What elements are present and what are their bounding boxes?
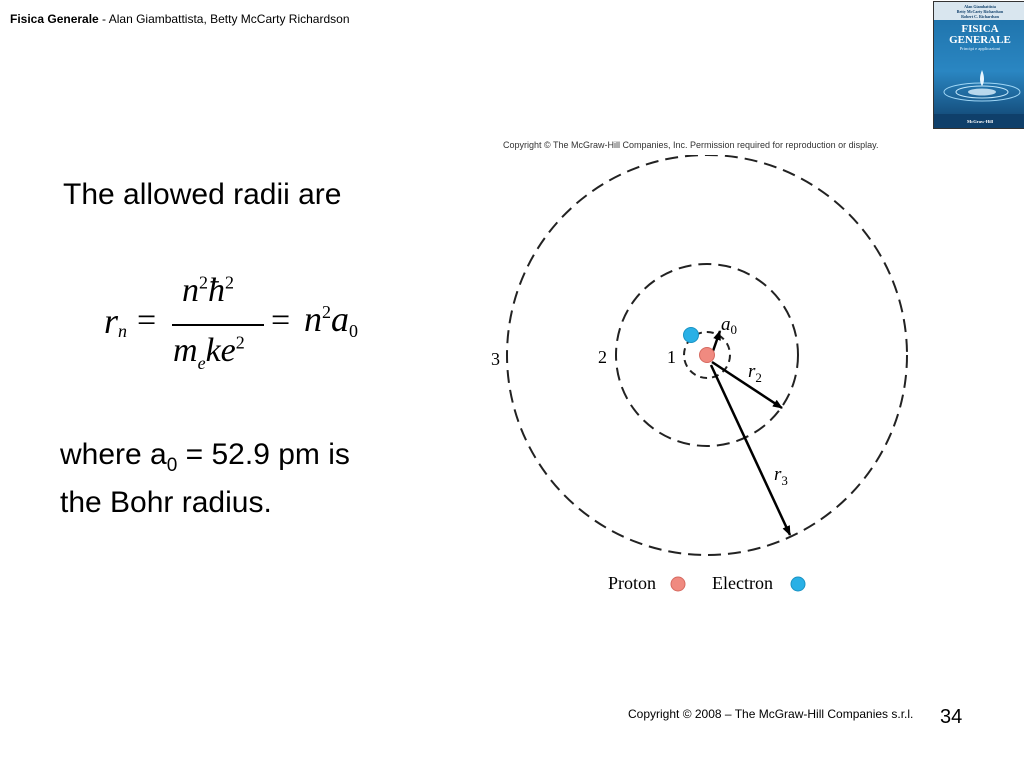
r2-arrow <box>712 362 782 408</box>
formula-lhs <box>104 300 127 342</box>
formula-equals-2: = <box>271 302 291 339</box>
label-r2: $r_2$ <box>748 361 762 385</box>
r3-arrow <box>711 365 790 535</box>
formula-num-exp2: 2 <box>225 272 234 293</box>
formula-r: r <box>104 301 119 341</box>
formula-rhs <box>304 298 358 340</box>
legend-proton-label: Proton <box>608 573 657 593</box>
legend-electron-dot <box>791 577 805 591</box>
formula-rhs-exp: 2 <box>322 302 331 322</box>
bohr-orbit-diagram <box>480 155 920 605</box>
note-line-2: the Bohr radius. <box>60 486 272 519</box>
formula-equals-1: = <box>137 302 157 339</box>
formula-den-m: m <box>173 332 198 369</box>
label-r3: $r_3$ <box>774 464 788 488</box>
figure-copyright: Copyright © The McGraw-Hill Companies, Inc. Permission required for reproduction or display. <box>503 140 879 150</box>
book-authors: Alan Giambattista, Betty McCarty Richardson <box>108 12 350 26</box>
formula-rhs-a: a <box>331 299 349 339</box>
formula-rhs-n: n <box>304 299 322 339</box>
formula-den-exp: 2 <box>235 332 245 353</box>
note-line-1 <box>60 436 350 484</box>
formula-rhs-sub: 0 <box>349 321 358 341</box>
book-cover <box>933 1 1024 129</box>
book-cover-image <box>934 2 1024 128</box>
cover-title-2: GENERALE <box>949 34 1011 46</box>
formula-r-sub: n <box>118 321 128 341</box>
page-number: 34 <box>940 706 963 728</box>
label-a0: $a_0$ <box>721 314 737 337</box>
a0-arrow <box>713 331 720 351</box>
formula-num-hbar: ħ <box>208 272 225 309</box>
formula-fraction-bar <box>172 324 264 326</box>
formula-denominator <box>173 332 245 373</box>
cover-subtitle: Principi e applicazioni <box>959 46 1001 51</box>
cover-author-2: Betty McCarty Richardson <box>956 9 1004 14</box>
formula-den-ke: ke <box>205 332 236 369</box>
cover-background <box>934 2 1024 128</box>
note-sub: 0 <box>166 455 178 476</box>
cover-publisher: McGraw-Hill <box>967 119 993 124</box>
orbit-label-2: 2 <box>598 347 607 367</box>
cover-title-1: FISICA <box>961 23 999 35</box>
intro-text: The allowed radii are <box>63 178 342 211</box>
electron-dot <box>684 328 699 343</box>
orbit-label-3: 3 <box>491 349 500 369</box>
footer-copyright: Copyright © 2008 – The McGraw-Hill Companies s.r.l. <box>628 707 914 721</box>
slide-header <box>10 12 350 26</box>
cover-author-3: Robert C. Richardson <box>961 14 999 19</box>
note-prefix: where a <box>60 438 167 471</box>
proton-dot <box>700 348 715 363</box>
book-title: Fisica Generale <box>10 12 99 26</box>
bohr-radius-note <box>60 436 350 521</box>
formula-num-exp1: 2 <box>199 272 208 293</box>
formula-num-n: n <box>182 272 199 309</box>
legend-proton-dot <box>671 577 685 591</box>
formula-den-m-sub: e <box>197 353 206 373</box>
header-separator: - <box>98 12 109 26</box>
formula-numerator <box>182 272 234 310</box>
cover-author-1: Alan Giambattista <box>964 4 996 9</box>
note-suffix: = 52.9 pm is <box>177 438 350 471</box>
legend-electron-label: Electron <box>712 573 773 593</box>
orbit-label-1: 1 <box>667 347 676 367</box>
